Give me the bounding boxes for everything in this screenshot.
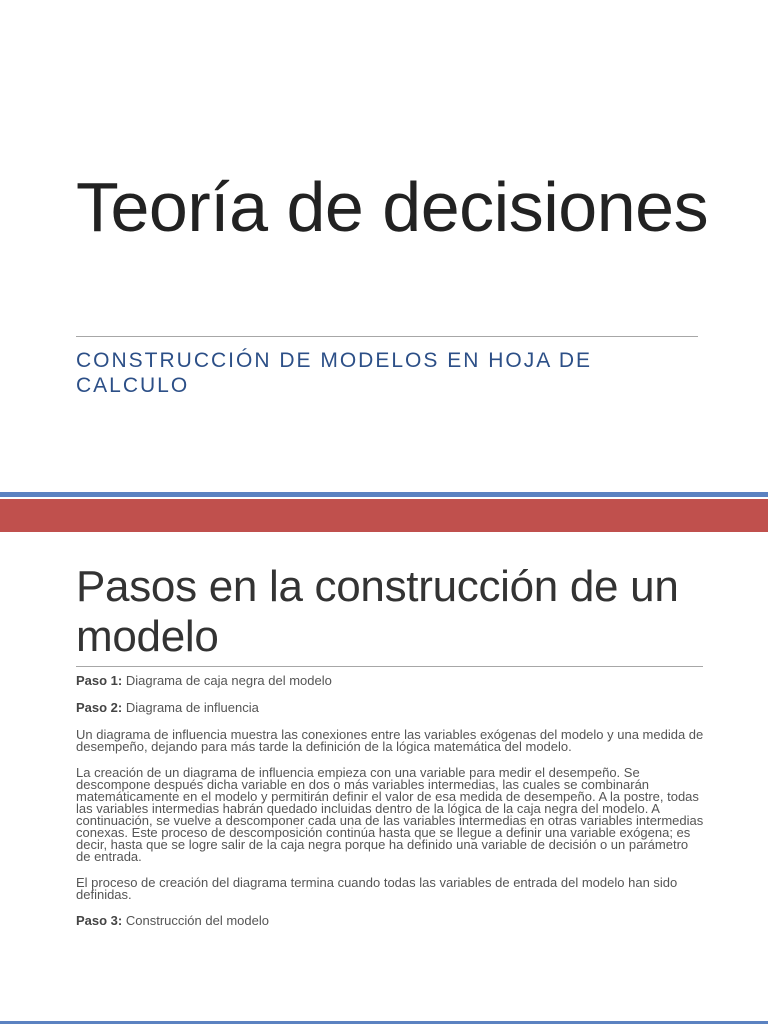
step-text: Diagrama de caja negra del modelo	[125, 673, 332, 688]
page-title: Teoría de decisiones	[76, 168, 709, 246]
page-subtitle: CONSTRUCCIÓN DE MODELOS EN HOJA DE CALCULO	[76, 349, 593, 397]
slide-separator-red	[0, 499, 768, 532]
slide-steps	[0, 532, 768, 1024]
paragraph: La creación de un diagrama de influencia empieza con una variable para medir el desempeño. Se descompone después dicha variable en dos o más variables intermedias, las cuales se combinarán matemáticamente en el modelo y permitirán definir el valor de esa medida de desempeño. A la postre, todas las variables intermedias habrán quedado incluidas dentro de la lógica de la caja negra del modelo. A continuación, se vuelve a descomponer cada una de las variables intermedias en otras variables intermedias conexas. Este proceso de descomposición continúa hasta que se llegue a definir una variable exógena; es decir, hasta que se logre salir de la caja negra porque ha definido una variable de decisión o un parámetro de entrada.	[76, 765, 704, 864]
section-divider	[76, 666, 703, 667]
slide-title	[0, 0, 768, 492]
step-label: Paso 2:	[76, 700, 123, 715]
step-text: Diagrama de influencia	[125, 700, 259, 715]
step-text: Construcción del modelo	[125, 913, 269, 928]
step-label: Paso 1:	[76, 673, 123, 688]
step-3	[76, 915, 706, 927]
paragraph: Un diagrama de influencia muestra las conexiones entre las variables exógenas del modelo y una medida de desempeño, dejando para más tarde la definición de la lógica matemática del modelo.	[76, 727, 704, 754]
title-divider	[76, 336, 698, 337]
section-body	[76, 675, 706, 942]
step-label: Paso 3:	[76, 913, 123, 928]
step-2	[76, 702, 706, 714]
paragraph: El proceso de creación del diagrama termina cuando todas las variables de entrada del modelo han sido definidas.	[76, 875, 678, 902]
section-title: Pasos en la construcción de un modelo	[76, 562, 679, 661]
step-1	[76, 675, 706, 687]
